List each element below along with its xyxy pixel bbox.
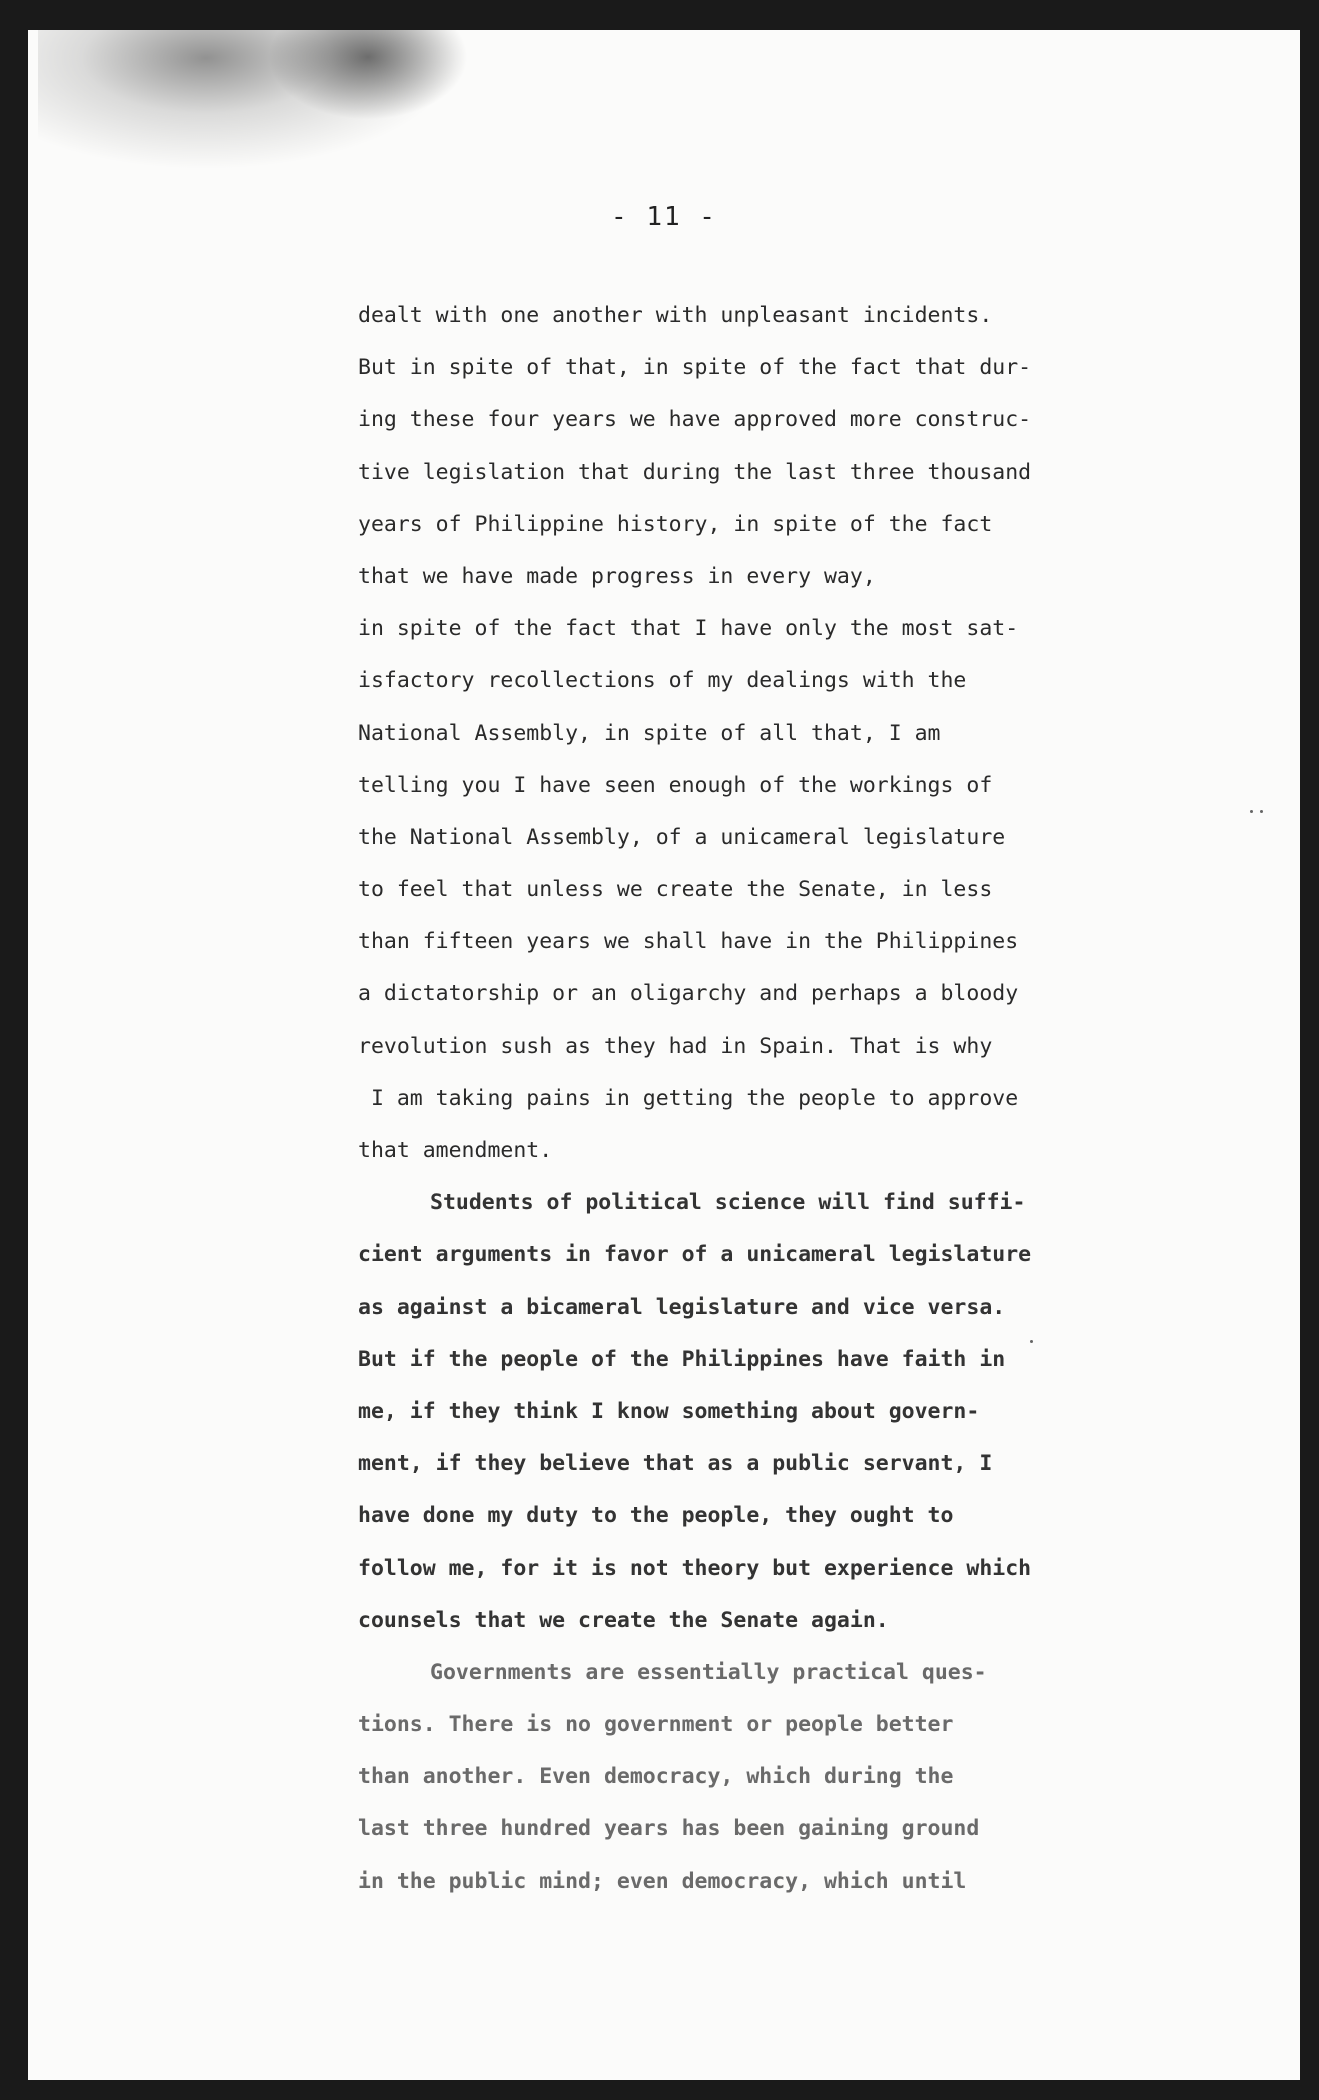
text-line: Students of political science will find suffi-	[430, 1190, 1026, 1216]
text-line: ing these four years we have approved more construc-	[358, 407, 1032, 433]
text-line: have done my duty to the people, they ought to	[358, 1503, 954, 1529]
text-line: years of Philippine history, in spite of the fact	[358, 511, 993, 537]
body-text	[358, 290, 1118, 1908]
text-line: counsels that we create the Senate again.	[358, 1607, 889, 1633]
text-line: the National Assembly, of a unicameral legislature	[358, 824, 1006, 850]
text-line: that amendment.	[358, 1138, 553, 1163]
scan-speck	[1030, 1340, 1033, 1343]
text-line: cient arguments in favor of a unicameral legislature	[358, 1242, 1032, 1268]
text-line: I am taking pains in getting the people to approve	[358, 1085, 1019, 1111]
text-line: telling you I have seen enough of the workings of	[358, 772, 993, 798]
paragraph-1	[358, 290, 1118, 1177]
text-line: to feel that unless we create the Senate, in less	[358, 877, 993, 903]
text-line: me, if they think I know something about govern-	[358, 1398, 980, 1424]
text-line: than fifteen years we shall have in the Philippines	[358, 929, 1019, 955]
text-line: Governments are essentially practical ques-	[430, 1659, 987, 1685]
text-line: ment, if they believe that as a public servant, I	[358, 1451, 993, 1477]
text-line: But in spite of that, in spite of the fact that dur-	[358, 355, 1032, 381]
text-line: last three hundred years has been gaining ground	[358, 1816, 980, 1842]
text-line: isfactory recollections of my dealings with the	[358, 668, 967, 694]
text-line: But if the people of the Philippines have faith in	[358, 1346, 1006, 1372]
document-page	[28, 30, 1300, 2080]
scan-smudge-dark	[268, 30, 468, 120]
scan-speck	[1260, 810, 1263, 813]
text-line: National Assembly, in spite of all that, I am	[358, 720, 941, 746]
text-line: in spite of the fact that I have only the most sat-	[358, 616, 1019, 642]
paragraph-3	[358, 1647, 1118, 1908]
text-line: tions. There is no government or people better	[358, 1712, 954, 1738]
text-line: dealt with one another with unpleasant incidents.	[358, 303, 993, 328]
paragraph-2	[358, 1177, 1118, 1647]
text-line: as against a bicameral legislature and vice versa.	[358, 1294, 1006, 1320]
page-number: - 11 -	[611, 202, 717, 232]
text-line: revolution sush as they had in Spain. That is why	[358, 1033, 993, 1059]
text-line: tive legislation that during the last three thousand	[358, 459, 1032, 485]
scan-speck	[1250, 810, 1253, 813]
text-line: in the public mind; even democracy, which until	[358, 1868, 967, 1894]
text-line: follow me, for it is not theory but experience which	[358, 1555, 1032, 1581]
text-line: that we have made progress in every way,	[358, 563, 876, 589]
text-line: than another. Even democracy, which during the	[358, 1764, 954, 1790]
text-line: a dictatorship or an oligarchy and perhaps a bloody	[358, 981, 1019, 1007]
